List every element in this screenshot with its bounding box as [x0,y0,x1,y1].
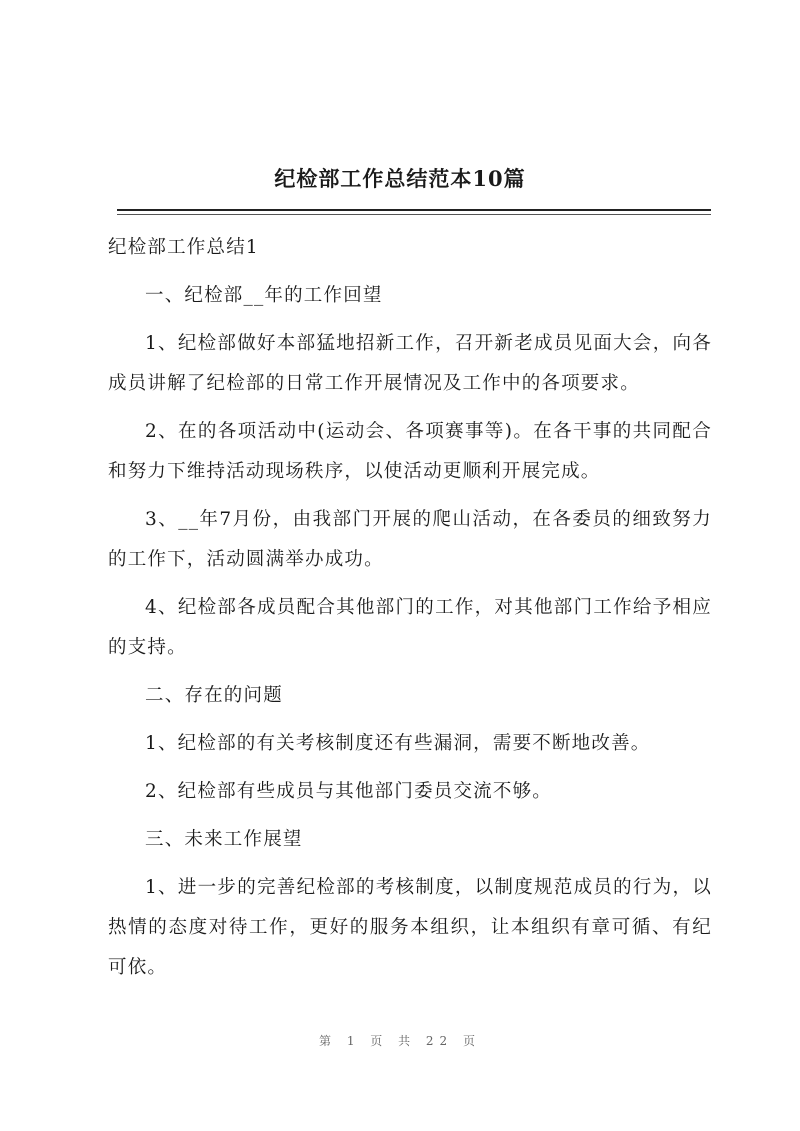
document-body [108,228,712,996]
paragraph: 3、__年7月份，由我部门开展的爬山活动，在各委员的细致努力的工作下，活动圆满举办成功。 [108,509,712,570]
section-heading: 纪检部工作总结1 [108,237,259,258]
paragraph: 1、进一步的完善纪检部的考核制度，以制度规范成员的行为，以热情的态度对待工作，更好的服务本组织，让本组织有章可循、有纪可依。 [108,877,712,978]
paragraph: 4、纪检部各成员配合其他部门的工作，对其他部门工作给予相应的支持。 [108,597,712,658]
title-underline [117,209,711,211]
subsection-heading: 三、未来工作展望 [145,829,303,850]
title-underline-thin [117,214,711,215]
paragraph: 2、在的各项活动中(运动会、各项赛事等)。在各干事的共同配合和努力下维持活动现场秩序，以使活动更顺利开展完成。 [108,421,712,482]
document-title: 纪检部工作总结范本10篇 [274,166,526,191]
paragraph: 1、纪检部的有关考核制度还有些漏洞，需要不断地改善。 [145,733,651,754]
page-footer: 第 1 页 共 22 页 [319,1034,481,1048]
paragraph: 1、纪检部做好本部猛地招新工作，召开新老成员见面大会，向各成员讲解了纪检部的日常工作开展情况及工作中的各项要求。 [108,333,712,394]
subsection-heading: 二、存在的问题 [145,685,283,706]
paragraph: 2、纪检部有些成员与其他部门委员交流不够。 [145,781,552,802]
subsection-heading: 一、纪检部__年的工作回望 [145,285,383,306]
